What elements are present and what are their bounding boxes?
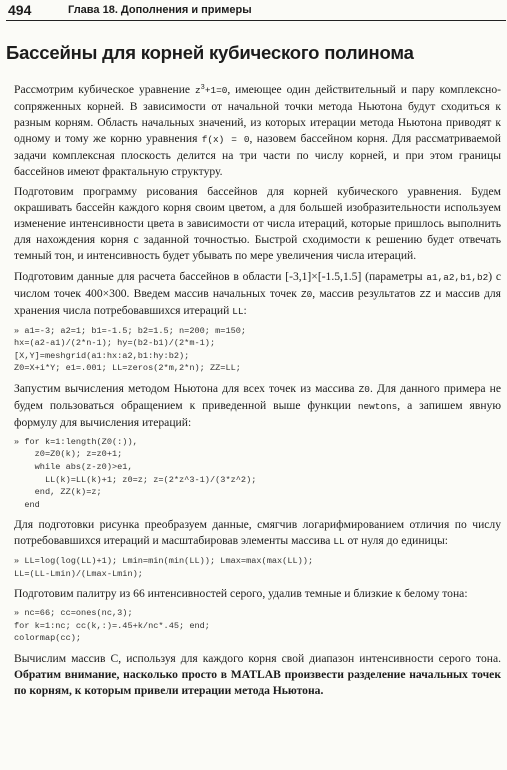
chapter-title: Глава 18. Дополнения и примеры bbox=[68, 4, 252, 16]
text-span: Подготовим данные для расчета бассейнов в области [-3,1]×[-1.5,1.5] (параметры bbox=[14, 269, 427, 283]
code-block-palette bbox=[14, 607, 501, 645]
code-line: [X,Y]=meshgrid(a1:hx:a2,b1:hy:b2); bbox=[14, 350, 190, 361]
inline-code: Z0 bbox=[301, 288, 313, 300]
code-line: » nc=66; cc=ones(nc,3); bbox=[14, 608, 133, 619]
paragraph-palette: Подготовим палитру из 66 интенсивностей серого, удалив темные и близкие к белому тона: bbox=[14, 587, 468, 601]
paragraph-intro bbox=[14, 82, 501, 179]
code-block-log bbox=[14, 555, 501, 580]
page-body bbox=[14, 82, 501, 704]
inline-code: LL bbox=[232, 305, 244, 317]
code-line: LL=(LL-Lmin)/(Lmax-Lmin); bbox=[14, 568, 143, 579]
code-line: LL(k)=LL(k)+1; z0=z; z=(2*z^3-1)/(3*z^2); bbox=[14, 474, 257, 485]
code-line: end bbox=[14, 499, 40, 510]
code-line: end, ZZ(k)=z; bbox=[14, 487, 102, 498]
text-span: , назовем бассейном корня. Для рассматриваемой задачи комплексная плоскость делится на три части по числу корней, и при этом границы бассейнов имеют фрактальную структуру. bbox=[14, 131, 501, 178]
text-span: и массив для хранения числа потребовавшихся итераций bbox=[14, 286, 501, 317]
paragraph-data-setup bbox=[14, 269, 501, 320]
code-line: while abs(z-z0)>e1, bbox=[14, 461, 133, 472]
text-span: от нуля до единицы: bbox=[344, 534, 448, 548]
paragraph-log-scale bbox=[14, 517, 501, 550]
equation-rest: +1=0 bbox=[204, 85, 228, 96]
text-final-bold: Обратим внимание, насколько просто в MATLAB произвести разделение начальных точек по корням, к которым привели итерации метода Ньютона. bbox=[14, 667, 501, 697]
inline-code: ZZ bbox=[419, 288, 431, 300]
code-line: z0=Z0(k); z=z0+1; bbox=[14, 449, 123, 460]
paragraph-newton-run bbox=[14, 381, 501, 431]
text-span: . Для данного примера не будем пользоваться обращением к приведенной выше функции bbox=[14, 382, 501, 412]
inline-code: LL bbox=[333, 536, 345, 548]
equation-base: z bbox=[194, 85, 201, 96]
code-line: » LL=log(log(LL)+1); Lmin=min(min(LL)); Lmax=max(max(LL)); bbox=[14, 556, 314, 567]
equation bbox=[195, 85, 227, 96]
code-line: colormap(cc); bbox=[14, 633, 82, 644]
code-block-setup bbox=[14, 325, 501, 375]
inline-code: f(x) = 0 bbox=[201, 133, 250, 145]
paragraph-program: Подготовим программу рисования бассейнов для корней кубического уравнения. Будем окрашивать бассейн каждого корня своим цветом, а для большей изобразительности используем изменение интенсивности цвета в зависимости от числа итераций, которые пришлось выполнить для нахождения корня с заданной точностью. Быстрой сходимости к решению будет отвечать темный тон, и интенсивность будет убывать по мере увеличения числа итераций. bbox=[14, 185, 501, 263]
code-block-newton bbox=[14, 436, 501, 512]
code-line: » for k=1:length(Z0(:)), bbox=[14, 436, 138, 447]
inline-code: newtons bbox=[357, 400, 398, 412]
text-span: , имеющее один действительный и пару комплексно-сопряженных корней. В зависимости от начальной точки метода Ньютона будут сходиться к разным корням. Область начальных значений, из которых итерации метода Ньютона приводят к одному и тому же корню уравнения bbox=[14, 83, 501, 145]
equation-exponent: 3 bbox=[200, 83, 205, 92]
code-line: for k=1:nc; cc(k,:)=.45+k/nc*.45; end; bbox=[14, 620, 210, 631]
text-span: Рассмотрим кубическое уравнение bbox=[14, 83, 195, 96]
text-span: : bbox=[243, 303, 247, 317]
text-span: , а запишем явную формулу для вычисления итераций: bbox=[14, 398, 501, 429]
text-span: ) с числом точек 400×300. Введем массив начальных точек bbox=[14, 269, 501, 300]
page-number: 494 bbox=[8, 2, 32, 18]
text-final: Вычислим массив С, используя для каждого корня свой диапазон интенсивности серого тона. bbox=[14, 652, 501, 666]
inline-code: a1,a2,b1,b2 bbox=[426, 271, 489, 283]
code-line: hx=(a2-a1)/(2*n-1); hy=(b2-b1)/(2*m-1); bbox=[14, 338, 216, 349]
code-line: Z0=X+i*Y; e1=.001; LL=zeros(2*m,2*n); ZZ=LL; bbox=[14, 363, 241, 374]
section-title: Бассейны для корней кубического полинома bbox=[6, 42, 414, 63]
text-span: , массив результатов bbox=[312, 286, 420, 300]
text-span: Для подготовки рисунка преобразуем данные, смягчив логарифмированием отличия по числу потребовавшихся итераций и масштабировав элементы массива bbox=[14, 518, 501, 548]
inline-code: Z0 bbox=[358, 384, 370, 396]
paragraph-final bbox=[14, 651, 501, 699]
running-header bbox=[6, 2, 506, 21]
code-line: » a1=-3; a2=1; b1=-1.5; b2=1.5; n=200; m=150; bbox=[14, 325, 247, 336]
text-span: Запустим вычисления методом Ньютона для всех точек из массива bbox=[14, 382, 359, 396]
